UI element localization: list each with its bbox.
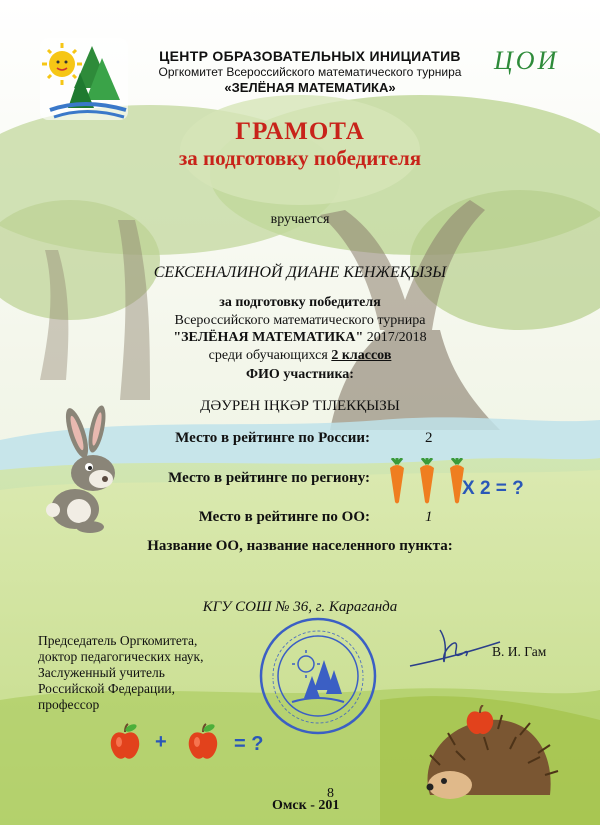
apples-plus: +: [155, 731, 167, 753]
participant-name: ДӘУРЕН ІҢКӘР ТІЛЕКҚЫЗЫ: [200, 398, 400, 414]
school-rank-label: Место в рейтинге по ОО:: [198, 509, 370, 525]
awarded-text: вручается: [270, 212, 330, 227]
org-name: ЦЕНТР ОБРАЗОВАТЕЛЬНЫХ ИНИЦИАТИВ: [159, 48, 461, 64]
apples-equation: = ?: [234, 733, 264, 755]
official-stamp-icon: [258, 616, 378, 736]
rabbit-illustration: [45, 405, 130, 535]
grade-line: [0, 348, 600, 364]
school-rank-value: 1: [425, 509, 433, 525]
signatory-line-4: Российской Федерации,: [38, 681, 176, 696]
handwritten-signature-icon: [400, 622, 510, 672]
region-rank-label: Место в рейтинге по региону:: [168, 470, 370, 486]
signatory-line-1: Председатель Оргкомитета,: [38, 633, 198, 648]
grade-value: 2 классов: [331, 348, 392, 363]
among-prefix: среди обучающихся: [208, 348, 328, 363]
organization-header: [130, 48, 490, 95]
school-name: КГУ СОШ № 36, г. Караганда: [202, 599, 398, 615]
apple-left-icon: [108, 722, 142, 762]
coi-logo-text: ЦОИ: [494, 46, 560, 75]
year-digit: 8: [327, 786, 334, 801]
signatory-line-2: доктор педагогических наук,: [38, 649, 204, 664]
tournament-title: «ЗЕЛЁНАЯ МАТЕМАТИКА»: [224, 80, 396, 95]
participant-label: ФИО участника:: [246, 367, 354, 382]
coi-logo: [494, 46, 584, 82]
apple-right-icon: [186, 722, 220, 762]
signatory-block: [38, 633, 203, 713]
school-name-label: Название ОО, название населенного пункта:: [147, 538, 453, 554]
sun-tree-logo-icon: [40, 38, 128, 120]
tournament-year: 2017/2018: [366, 330, 427, 345]
tournament-line: Всероссийского математического турнира: [174, 313, 426, 328]
russia-rank-label: Место в рейтинге по России:: [175, 430, 370, 446]
signatory-line-5: профессор: [38, 697, 100, 712]
carrots-icon: [382, 458, 472, 506]
hedgehog-illustration: [410, 705, 560, 805]
carrots-equation: X 2 = ?: [462, 478, 524, 499]
for-line: за подготовку победителя: [219, 295, 381, 310]
signatory-name: В. И. Гам: [492, 644, 547, 659]
signatory-line-3: Заслуженный учитель: [38, 665, 165, 680]
city-year: Омск - 201: [272, 798, 340, 813]
recipient-name: СЕКСЕНАЛИНОЙ ДИАНЕ КЕНЖЕҚЫЗЫ: [153, 264, 447, 281]
russia-rank-value: 2: [425, 430, 433, 446]
tournament-name-line: [0, 330, 600, 346]
tournament-name: "ЗЕЛЁНАЯ МАТЕМАТИКА": [173, 330, 364, 345]
certificate-title: ГРАМОТА: [235, 118, 365, 145]
org-committee: Оргкомитет Всероссийского математического турнира: [158, 65, 462, 79]
certificate-subtitle: за подготовку победителя: [178, 146, 422, 170]
